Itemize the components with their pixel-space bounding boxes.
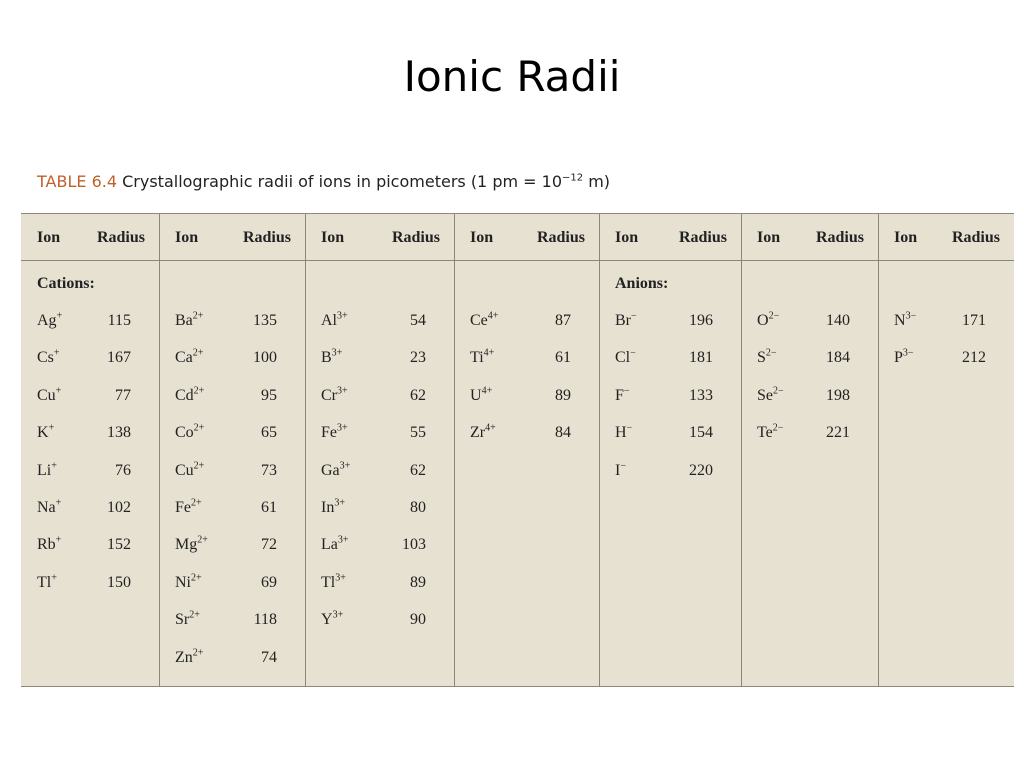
ion-charge: + bbox=[53, 348, 60, 360]
element-symbol: Tl bbox=[37, 573, 52, 591]
element-symbol: Ga bbox=[321, 461, 340, 479]
ion-charge: 3− bbox=[905, 310, 917, 322]
ion-symbol bbox=[175, 648, 203, 668]
ion-radius: 73 bbox=[261, 461, 277, 479]
ion-symbol bbox=[175, 535, 208, 555]
ion-charge: − bbox=[626, 422, 633, 434]
element-symbol: B bbox=[321, 349, 332, 367]
element-symbol: Sr bbox=[175, 611, 190, 629]
column-header-ion: Ion bbox=[894, 229, 918, 246]
element-symbol: Fe bbox=[321, 424, 337, 442]
ion-radius: 89 bbox=[555, 386, 571, 404]
element-symbol: Br bbox=[615, 312, 631, 329]
ion-charge: 3+ bbox=[335, 572, 346, 584]
ion-charge: 2+ bbox=[191, 572, 202, 584]
ion-radius: 103 bbox=[402, 536, 426, 554]
column-header-ion: Ion bbox=[615, 229, 639, 246]
ion-radius: 23 bbox=[410, 349, 426, 367]
ion-symbol bbox=[175, 610, 200, 630]
ion-symbol bbox=[321, 311, 348, 331]
table-rule bbox=[21, 260, 1014, 261]
ion-symbol bbox=[321, 535, 349, 555]
ion-symbol bbox=[894, 311, 916, 331]
column-divider bbox=[454, 213, 455, 687]
element-symbol: La bbox=[321, 536, 338, 554]
element-symbol: Li bbox=[37, 461, 52, 479]
ion-symbol bbox=[175, 311, 203, 331]
ion-symbol bbox=[470, 348, 494, 368]
ion-radius: 77 bbox=[115, 386, 131, 404]
element-symbol: Na bbox=[37, 499, 56, 516]
column-header-ion: Ion bbox=[175, 229, 199, 246]
ion-charge: 3+ bbox=[337, 385, 348, 397]
caption-text-end: m) bbox=[583, 172, 611, 191]
element-symbol: Zr bbox=[470, 424, 486, 442]
column-divider bbox=[878, 213, 879, 687]
ion-radius: 140 bbox=[826, 312, 850, 329]
ion-radius: 54 bbox=[410, 312, 426, 329]
ion-symbol bbox=[470, 311, 498, 331]
ion-radius: 95 bbox=[261, 386, 277, 404]
element-symbol: Fe bbox=[175, 499, 191, 516]
ion-radius: 74 bbox=[261, 648, 277, 666]
element-symbol: Zn bbox=[175, 648, 193, 666]
element-symbol: N bbox=[894, 312, 906, 329]
ion-charge: 3+ bbox=[334, 497, 345, 509]
ion-symbol bbox=[37, 498, 61, 518]
ion-charge: + bbox=[55, 535, 62, 547]
ion-radius: 150 bbox=[107, 573, 131, 591]
ion-radius: 118 bbox=[253, 611, 277, 629]
ion-symbol bbox=[757, 311, 779, 331]
ion-radius: 80 bbox=[410, 499, 426, 516]
ion-charge: 4+ bbox=[483, 348, 495, 360]
ion-symbol bbox=[615, 311, 637, 331]
ion-charge: − bbox=[630, 348, 636, 360]
ion-symbol bbox=[615, 461, 626, 481]
ion-charge: 2+ bbox=[197, 535, 208, 547]
ion-radius: 65 bbox=[261, 424, 277, 442]
element-symbol: H bbox=[615, 424, 627, 442]
ion-charge: 4+ bbox=[481, 385, 493, 397]
ion-charge: 2+ bbox=[193, 385, 205, 397]
ion-charge: 3+ bbox=[339, 460, 351, 472]
caption-exponent: −12 bbox=[562, 172, 584, 184]
ion-symbol bbox=[757, 386, 784, 406]
ion-charge: 2+ bbox=[192, 348, 204, 360]
column-header-ion: Ion bbox=[470, 229, 494, 246]
ion-symbol bbox=[175, 423, 204, 443]
ion-symbol bbox=[470, 386, 492, 406]
ion-charge: + bbox=[51, 460, 57, 472]
element-symbol: F bbox=[615, 386, 624, 404]
column-divider bbox=[159, 213, 160, 687]
element-symbol: P bbox=[894, 349, 903, 367]
ion-charge: 2− bbox=[768, 310, 780, 322]
ion-symbol bbox=[175, 573, 202, 593]
table-label: TABLE 6.4 bbox=[37, 172, 118, 191]
ion-symbol bbox=[615, 348, 636, 368]
ion-radius: 76 bbox=[115, 461, 131, 479]
element-symbol: O bbox=[757, 312, 769, 329]
ion-radius: 181 bbox=[689, 349, 713, 367]
ion-radius: 138 bbox=[107, 424, 131, 442]
table-caption bbox=[37, 172, 610, 191]
ion-charge: 2+ bbox=[191, 497, 202, 509]
ion-charge: 2+ bbox=[193, 460, 205, 472]
ion-radius: 196 bbox=[689, 312, 713, 329]
ion-radius: 220 bbox=[689, 461, 713, 479]
column-header-ion: Ion bbox=[37, 229, 61, 246]
ion-symbol bbox=[321, 610, 343, 630]
section-label-cations: Cations: bbox=[37, 275, 95, 292]
element-symbol: I bbox=[615, 461, 621, 479]
ion-charge: 2+ bbox=[192, 647, 204, 659]
column-header-radius: Radius bbox=[391, 229, 440, 246]
element-symbol: Cl bbox=[615, 349, 631, 367]
ion-radius: 84 bbox=[555, 424, 571, 442]
column-header-ion: Ion bbox=[321, 229, 345, 246]
ion-symbol bbox=[321, 348, 342, 368]
ion-charge: 4+ bbox=[485, 422, 496, 434]
element-symbol: Mg bbox=[175, 536, 198, 554]
element-symbol: Ti bbox=[470, 349, 484, 367]
column-header-radius: Radius bbox=[678, 229, 727, 246]
ion-charge: 3+ bbox=[337, 422, 348, 434]
column-divider bbox=[599, 213, 600, 687]
element-symbol: S bbox=[757, 349, 766, 367]
ion-charge: 3+ bbox=[332, 609, 344, 621]
column-header-radius: Radius bbox=[242, 229, 291, 246]
ion-radius: 90 bbox=[410, 611, 426, 629]
ion-radius: 184 bbox=[826, 349, 850, 367]
ion-radius: 89 bbox=[410, 573, 426, 591]
ion-symbol bbox=[37, 423, 54, 443]
ion-charge: − bbox=[623, 385, 630, 397]
ion-symbol bbox=[175, 498, 202, 518]
section-label-anions: Anions: bbox=[615, 275, 669, 292]
column-header-ion: Ion bbox=[757, 229, 781, 246]
ion-radius: 115 bbox=[107, 312, 131, 329]
ion-charge: 4+ bbox=[487, 310, 499, 322]
element-symbol: Cs bbox=[37, 349, 54, 367]
element-symbol: Rb bbox=[37, 536, 56, 554]
ion-radius: 87 bbox=[555, 312, 571, 329]
ion-symbol bbox=[321, 386, 348, 406]
ion-charge: 2+ bbox=[192, 310, 204, 322]
ion-charge: 3+ bbox=[331, 348, 343, 360]
ion-charge: 3− bbox=[902, 348, 914, 360]
element-symbol: Te bbox=[757, 424, 773, 442]
ion-charge: + bbox=[51, 572, 57, 584]
ion-symbol bbox=[37, 311, 62, 331]
ion-charge: 3+ bbox=[337, 310, 348, 322]
column-header-radius: Radius bbox=[96, 229, 145, 246]
table-rule bbox=[21, 686, 1014, 687]
ion-charge: 2− bbox=[765, 348, 777, 360]
element-symbol: Co bbox=[175, 424, 194, 442]
ion-radius: 62 bbox=[410, 461, 426, 479]
element-symbol: Y bbox=[321, 611, 333, 629]
ion-charge: 2− bbox=[772, 422, 784, 434]
ion-charge: + bbox=[55, 385, 62, 397]
ion-symbol bbox=[175, 461, 204, 481]
ion-symbol bbox=[37, 535, 61, 555]
table-rule bbox=[21, 213, 1014, 214]
ion-radius: 72 bbox=[261, 536, 277, 554]
ion-symbol bbox=[175, 386, 204, 406]
ion-charge: + bbox=[55, 497, 62, 509]
slide-title: Ionic Radii bbox=[403, 52, 621, 101]
ion-radius: 212 bbox=[962, 349, 986, 367]
caption-text: Crystallographic radii of ions in picometers (1 pm = 10 bbox=[122, 172, 562, 191]
element-symbol: Cr bbox=[321, 386, 337, 404]
ion-charge: + bbox=[48, 422, 55, 434]
element-symbol: Ag bbox=[37, 312, 57, 329]
column-header-radius: Radius bbox=[815, 229, 864, 246]
ion-radius: 167 bbox=[107, 349, 131, 367]
ion-radius: 69 bbox=[261, 573, 277, 591]
ion-radius: 102 bbox=[107, 499, 131, 516]
ion-symbol bbox=[37, 573, 57, 593]
ion-charge: 2+ bbox=[193, 422, 205, 434]
element-symbol: Tl bbox=[321, 573, 336, 591]
ion-radius: 100 bbox=[253, 349, 277, 367]
column-header-radius: Radius bbox=[536, 229, 585, 246]
column-divider bbox=[305, 213, 306, 687]
element-symbol: Ba bbox=[175, 312, 193, 329]
ion-symbol bbox=[894, 348, 914, 368]
ion-radius: 152 bbox=[107, 536, 131, 554]
element-symbol: Ni bbox=[175, 573, 191, 591]
ion-charge: 2+ bbox=[189, 609, 200, 621]
element-symbol: Se bbox=[757, 386, 773, 404]
ion-symbol bbox=[757, 348, 777, 368]
column-header-radius: Radius bbox=[951, 229, 1000, 246]
ion-symbol bbox=[470, 423, 496, 443]
element-symbol: U bbox=[470, 386, 482, 404]
element-symbol: Ca bbox=[175, 349, 193, 367]
element-symbol: Al bbox=[321, 312, 337, 329]
ion-symbol bbox=[321, 573, 346, 593]
element-symbol: Ce bbox=[470, 312, 488, 329]
ion-charge: + bbox=[56, 310, 63, 322]
ion-charge: − bbox=[620, 460, 626, 472]
ion-charge: − bbox=[631, 310, 637, 322]
column-divider bbox=[741, 213, 742, 687]
ion-radius: 154 bbox=[689, 424, 713, 442]
ion-symbol bbox=[757, 423, 783, 443]
ion-symbol bbox=[37, 461, 57, 481]
element-symbol: Cu bbox=[37, 386, 56, 404]
ion-radius: 61 bbox=[555, 349, 571, 367]
element-symbol: K bbox=[37, 424, 49, 442]
ion-symbol bbox=[37, 348, 60, 368]
ion-charge: 3+ bbox=[337, 535, 349, 547]
ion-symbol bbox=[321, 423, 348, 443]
ion-charge: 2− bbox=[773, 385, 784, 397]
ion-radius: 61 bbox=[261, 499, 277, 516]
ion-radius: 198 bbox=[826, 386, 850, 404]
ion-symbol bbox=[321, 498, 345, 518]
ion-radius: 55 bbox=[410, 424, 426, 442]
ion-symbol bbox=[615, 386, 630, 406]
ion-radius: 62 bbox=[410, 386, 426, 404]
ion-radius: 171 bbox=[962, 312, 986, 329]
element-symbol: Cu bbox=[175, 461, 194, 479]
ionic-radii-table bbox=[21, 213, 1014, 687]
ion-symbol bbox=[37, 386, 61, 406]
element-symbol: Cd bbox=[175, 386, 194, 404]
ion-radius: 135 bbox=[253, 312, 277, 329]
ion-radius: 133 bbox=[689, 386, 713, 404]
ion-symbol bbox=[175, 348, 203, 368]
ion-radius: 221 bbox=[826, 424, 850, 442]
element-symbol: In bbox=[321, 499, 335, 516]
ion-symbol bbox=[321, 461, 350, 481]
ion-symbol bbox=[615, 423, 632, 443]
